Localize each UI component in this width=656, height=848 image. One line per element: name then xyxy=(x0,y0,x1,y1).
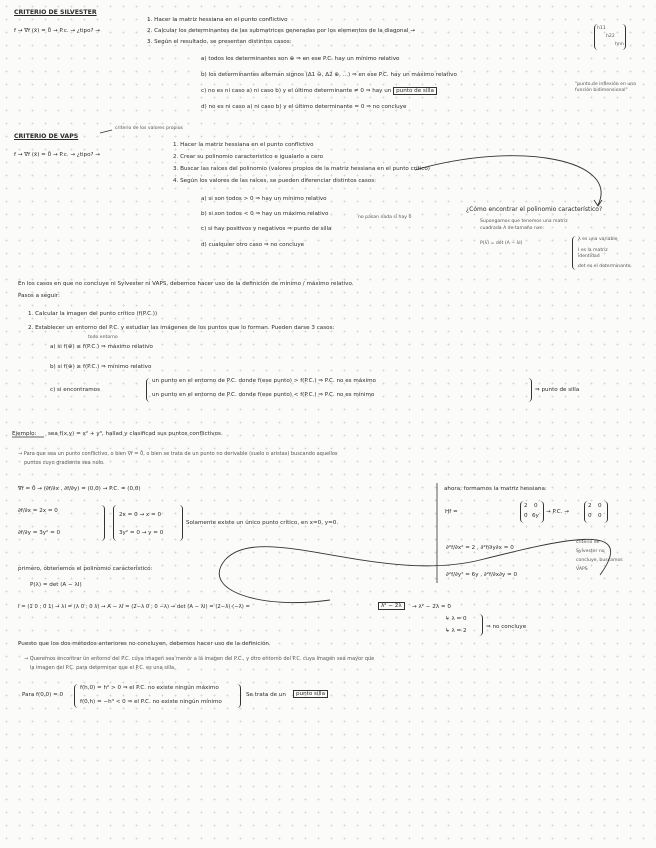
definicion-case-a: a) si f(⊕) ≤ f(P.C.) ⇒ máximo relativo xyxy=(50,344,153,350)
vaps-step-1: 1. Hacer la matriz hessiana en el punto conflictivo xyxy=(173,142,314,148)
char-poly-note-3: det es el determinante xyxy=(578,264,631,269)
hessian-pc-matrix xyxy=(584,501,608,523)
hessian-lhs: Hf = xyxy=(445,509,458,515)
diagonal-matrix xyxy=(594,24,626,50)
final-mid: Se trata de un xyxy=(246,692,286,698)
identity-expression: I = (1 0 ; 0 1) → λI = (λ 0 ; 0 λ) → A − λI = (2−λ 0 ; 0 −λ) → det (A − λI) = (2−λ)·(−λ) = xyxy=(18,604,250,610)
definicion-brace-left xyxy=(146,378,151,402)
definicion-case-c: c) si encontramos xyxy=(50,387,101,393)
char-poly-brace xyxy=(572,236,577,270)
def-note: Puesto que los dos métodos anteriores no concluyen, debemos hacer uso de la definición. xyxy=(18,641,271,647)
poly-def: P(λ) = det (A − λI) xyxy=(30,582,82,588)
punto-de-silla-box: punto de silla xyxy=(393,87,437,95)
definicion-pasos: Pasos a seguir: xyxy=(18,293,60,299)
vaps-step-2: 2. Crear su polinomio característico e igualarlo a cero xyxy=(173,154,324,160)
vaps-case-d: d) cualquier otro caso ⇒ no concluye xyxy=(201,242,305,248)
sylvester-case-d: d) no es ni caso a) ni caso b) y el último determinante = 0 ⇒ no concluye xyxy=(201,104,407,110)
definicion-case-a-note: todo entorno xyxy=(88,335,118,340)
sylvester-case-a: a) todos los determinantes son ⊕ ⇒ en ese P.C. hay un mínimo relativo xyxy=(201,56,400,62)
punto-de-silla-note: "punto de inflexión en una función bidimensional" xyxy=(575,82,636,93)
root-1: ↳ λ = 0 xyxy=(445,616,467,622)
final-box: punto silla xyxy=(293,690,328,698)
vaps-title: CRITERIO DE VAPS xyxy=(14,133,79,140)
sols-brace-left xyxy=(113,505,118,541)
vaps-premise: f → ∇f (x̄) = 0̄ → P.c. → ¿tipo? → xyxy=(14,152,100,158)
root-2: ↳ λ = 2 xyxy=(445,628,467,634)
char-poly-text-1: Supongamos que tenemos una matriz xyxy=(480,219,568,224)
second-derivs-1: ∂²f/∂x² = 2 , ∂²f/∂y∂x = 0 xyxy=(446,545,514,551)
final-line-2: f(0,h) = −h³ < 0 ⇒ el P.C. no existe ningún mínimo xyxy=(80,699,222,705)
sylvester-title: CRITERIO DE SILVESTER xyxy=(14,9,97,16)
final-prefix: Para f(0,0) = 0 xyxy=(22,692,64,698)
char-poly-text-2: cuadrada A de tamaño nxn: xyxy=(480,226,545,231)
hessian-21: 0 xyxy=(524,513,528,519)
definicion-step-1: 1. Calcular la imagen del punto crítico (f(P.C.)) xyxy=(28,311,158,317)
ejemplo-label: Ejemplo: xyxy=(12,431,37,437)
matrix-h11: h11 xyxy=(597,26,606,31)
eqs-brace-right xyxy=(100,505,105,541)
def-sub-1: → Queremos encontrar un entorno del P.C. cuya imagen sea menor a la imagen del P.C., y otro entorno del P.C. cuya imagen sea mayor que xyxy=(24,656,375,662)
unique-critical-point: Solamente existe un único punto crítico, en x=0, y=0. xyxy=(186,520,339,526)
vaps-step-4: 4. Según los valores de las raíces, se pueden diferenciar distintos casos: xyxy=(173,178,376,184)
poly-intro: primero, obtenemos el polinomio característico: xyxy=(18,566,153,572)
definicion-case-b: b) si f(⊕) ≥ f(P.C.) ⇒ mínimo relativo xyxy=(50,364,152,370)
vaps-case-c: c) si hay positivos y negativos ⇒ punto de silla xyxy=(201,226,332,232)
char-poly-question: ¿Cómo encontrar el polinomio característico? xyxy=(466,206,603,213)
vaps-case-a: a) si son todos > 0 ⇒ hay un mínimo relativo xyxy=(201,196,327,202)
sylvester-case-b: b) los determinantes alternan signos (Δ1 ⊖, Δ2 ⊕, ...) ⇒ en ese P.C. hay un máximo relativo xyxy=(201,72,457,78)
gradient-equation: ∇f = 0̄ → (∂f/∂x , ∂f/∂y) = (0,0) → P.C. = (0,0) xyxy=(18,486,141,492)
poly-equation: → λ² − 2λ = 0 xyxy=(412,604,451,610)
ejemplo-statement: sea f(x,y) = x² + y³, hallad y clasificad sus puntos conflictivos. xyxy=(48,431,223,437)
hessian-matrix xyxy=(520,501,544,523)
matrix-hnn: hnn xyxy=(615,42,624,47)
definicion-case-c-line-2: un punto en el entorno de P.C. donde f(ese punto) < f(P.C.) ⇒ P.C. no es mínimo xyxy=(152,392,375,398)
ejemplo-note-1: → Para que sea un punto conflictivo, o bien ∇f = 0̄, o bien se trata de un punto no derivable (suelo o aristas) buscando aquellos xyxy=(18,451,338,457)
definicion-step-2: 2. Establecer un entorno del P.C. y estudiar las imágenes de los puntos que lo forman. Pueden darse 3 casos: xyxy=(28,325,335,331)
definicion-brace-right xyxy=(527,378,532,402)
hessian-at-pc: → P.C. → xyxy=(546,509,569,515)
sylvester-step-2: 2. Calcular los determinantes de las submatrices generadas por los elementos de la diagonal → xyxy=(147,28,415,34)
ejemplo-note-2: puntos cuyo gradiente sea nulo. xyxy=(24,460,105,466)
hessian-22: 6y xyxy=(532,513,539,519)
sol-y: 3y² = 0 → y = 0 xyxy=(119,530,164,536)
vaps-case-b: b) si son todos < 0 ⇒ hay un máximo relativo xyxy=(201,211,329,217)
partial-y-equation: ∂f/∂y = 3y² = 0 xyxy=(18,530,61,536)
sylvester-premise: f → ∇f (x̄) = 0̄ → P.c. → ¿tipo? → xyxy=(14,28,100,34)
sylvester-fail-note-4: VAPS xyxy=(576,567,588,572)
hessian-12: 0 xyxy=(534,503,538,509)
matrix-h22: h22 xyxy=(606,34,615,39)
sylvester-fail-note-1: criterio de xyxy=(576,540,600,545)
hessian-pc-11: 2 xyxy=(588,503,592,509)
final-brace-left xyxy=(74,684,79,708)
hessian-pc-12: 0 xyxy=(598,503,602,509)
roots-result: ⇒ no concluye xyxy=(486,624,527,630)
sylvester-fail-note-3: concluye, buscamos xyxy=(576,558,623,563)
vaps-arrow-note: criterio de los valores propios xyxy=(115,126,183,131)
partial-x-equation: ∂f/∂x = 2x = 0 xyxy=(18,508,58,514)
final-brace-right xyxy=(236,684,241,708)
hessian-pc-21: 0 xyxy=(588,513,592,519)
vaps-case-c-note: no pasan nada si hay 0 xyxy=(358,215,412,220)
second-derivs-2: ∂²f/∂y² = 6y , ∂²f/∂x∂y = 0 xyxy=(446,572,518,578)
definicion-case-c-result: ⇒ punto de silla xyxy=(535,387,580,393)
sylvester-step-3: 3. Según el resultado, se presentan distintos casos: xyxy=(147,39,292,45)
char-poly-note-1: λ es una variable xyxy=(578,237,618,242)
char-poly-note-2: I es la matriz identidad xyxy=(578,248,608,259)
def-sub-2: la imagen del P.C. para determinar que el P.C. es una silla. xyxy=(30,665,176,671)
hessian-intro: ahora, formamos la matriz hessiana: xyxy=(444,486,547,492)
roots-brace xyxy=(478,614,483,636)
sols-brace-right xyxy=(178,505,183,541)
definicion-intro: En los casos en que no concluye ni Sylvester ni VAPS, debemos hacer uso de la definición de mínimo / máximo relativo. xyxy=(18,281,354,287)
hessian-pc-22: 0 xyxy=(598,513,602,519)
definicion-case-c-line-1: un punto en el entorno de P.C. donde f(ese punto) > f(P.C.) ⇒ P.C. no es máximo xyxy=(152,378,376,384)
hessian-11: 2 xyxy=(524,503,528,509)
sylvester-step-1: 1. Hacer la matriz hessiana en el punto conflictivo xyxy=(147,17,288,23)
vaps-step-3: 3. Buscar las raíces del polinomio (valores propios de la matriz hessiana en el punto crítico) xyxy=(173,166,430,172)
sylvester-fail-note-2: Sylvester no xyxy=(576,549,605,554)
final-line-1: f(h,0) = h² > 0 ⇒ el P.C. no existe ningún máximo xyxy=(80,685,219,691)
char-poly-formula: P(λ) = det (A − λI) xyxy=(480,241,523,246)
sol-x: 2x = 0 → x = 0 xyxy=(119,512,162,518)
sylvester-case-c: c) no es ni caso a) ni caso b) y el último determinante ≠ 0 ⇒ hay un punto de silla xyxy=(201,88,437,95)
poly-boxed: λ² − 2λ xyxy=(378,602,405,610)
